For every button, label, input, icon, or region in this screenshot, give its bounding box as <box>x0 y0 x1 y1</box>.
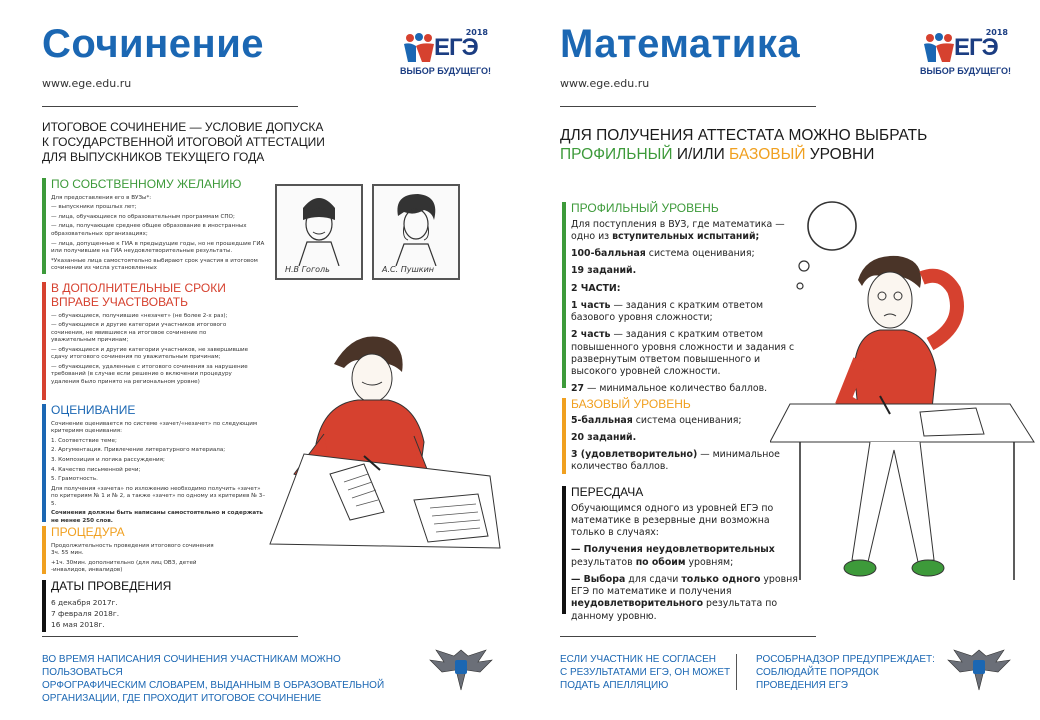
section-heading: ПО СОБСТВЕННОМУ ЖЕЛАНИЮ <box>51 177 242 191</box>
divider <box>560 106 816 107</box>
footer-note: ВО ВРЕМЯ НАПИСАНИЯ СОЧИНЕНИЯ УЧАСТНИКАМ МОЖНО ПОЛЬЗОВАТЬСЯ ОРФОГРАФИЧЕСКИМ СЛОВАРЕМ, ВЫДАННЫМ В ОБРАЗОВАТЕЛЬНОЙ ОРГАНИЗАЦИИ, ГДЕ ПРОХОДИТ ИТОГОВОЕ СОЧИНЕНИЕ <box>42 654 385 704</box>
divider <box>560 636 816 637</box>
section-base-level <box>562 398 798 474</box>
math-page <box>520 0 1040 720</box>
portrait-gogol <box>275 184 363 280</box>
section-body: Продолжительность проведения итогового сочинения 3ч. 55 мин. +1ч. 30мин. дополнительно (для лиц ОВЗ, детей -инвалидов, инвалидов) <box>51 542 214 574</box>
section-procedure <box>42 526 222 574</box>
section-heading: ОЦЕНИВАНИЕ <box>51 403 136 417</box>
portrait-caption: А.С. Пушкин <box>382 265 435 274</box>
pushkin-sketch-icon <box>374 186 458 266</box>
logo-ege-text: ЕГЭ <box>434 34 478 61</box>
section-heading: ПРОЦЕДУРА <box>51 525 125 539</box>
intro-text: ДЛЯ ПОЛУЧЕНИЯ АТТЕСТАТА МОЖНО ВЫБРАТЬ ПРОФИЛЬНЫЙ И/ИЛИ БАЗОВЫЙ УРОВНИ <box>560 127 928 164</box>
intro-text: ИТОГОВОЕ СОЧИНЕНИЕ — УСЛОВИЕ ДОПУСКА К ГОСУДАРСТВЕННОЙ ИТОГОВОЙ АТТЕСТАЦИИ ДЛЯ ВЫПУСКНИКОВ ТЕКУЩЕГО ГОДА <box>42 120 325 164</box>
section-by-desire <box>42 178 266 274</box>
section-heading: В ДОПОЛНИТЕЛЬНЫЕ СРОКИ ВПРАВЕ УЧАСТВОВАТЬ <box>51 281 226 309</box>
site-url[interactable]: www.ege.edu.ru <box>560 77 650 90</box>
dates-list <box>51 597 222 630</box>
section-heading: ПРОФИЛЬНЫЙ УРОВЕНЬ <box>571 201 719 215</box>
logo-slogan: ВЫБОР БУДУЩЕГО! <box>920 66 1011 76</box>
student-thinking-illustration <box>770 200 1036 600</box>
footer-warning-note: РОСОБРНАДЗОР ПРЕДУПРЕЖДАЕТ: СОБЛЮДАЙТЕ ПОРЯДОК ПРОВЕДЕНИЯ ЕГЭ <box>756 654 935 691</box>
ege-logo <box>920 26 1020 82</box>
page-title: Сочинение <box>42 22 265 66</box>
portrait-pushkin <box>372 184 460 280</box>
section-grading <box>42 404 266 522</box>
gogol-sketch-icon <box>277 186 361 266</box>
portrait-caption: Н.В Гоголь <box>285 265 330 274</box>
section-profile-level <box>562 201 798 395</box>
logo-ege-text: ЕГЭ <box>954 34 998 61</box>
ege-logo-icon <box>402 32 436 64</box>
section-body: — обучающиеся, получившие «незачет» (не более 2-х раз); — обучающиеся и другие категории участников итогового сочинения, не явившиеся на итоговое сочинение по уважительным причинам; — обучающиеся и другие категории участников, не завершившие сдачу итогового сочинения по уважительным причинам; — обучающиеся, удаленные с итогового сочинения за нарушение требований (в случае если решение о включении процедуру удаления было принято на региональном уровне) <box>51 312 249 385</box>
section-heading: БАЗОВЫЙ УРОВЕНЬ <box>571 397 691 411</box>
section-body: Для предоставления его в ВУЗы*: — выпускники прошлых лет; — лица, обучающиеся по образовательным программам СПО; — лица, получающие среднее общее образование в иностранных образовательных организациях; — лица, допущенные к ГИА в предыдущие годы, но не прошедшие ГИА или получившие на ГИА неудовлетворительные результаты. *Указанные лица самостоятельно выбирают срок участия в итоговом сочинении из числа установленных <box>51 194 265 272</box>
site-url[interactable]: www.ege.edu.ru <box>42 77 132 90</box>
ege-logo-icon <box>922 32 956 64</box>
logo-slogan: ВЫБОР БУДУЩЕГО! <box>400 66 491 76</box>
section-heading: ПЕРЕСДАЧА <box>571 485 644 499</box>
date-item: 7 февраля 2018г. <box>51 608 120 618</box>
section-dates <box>42 580 222 632</box>
section-retake <box>562 485 798 622</box>
logo-year: 2018 <box>465 28 488 37</box>
student-writing-illustration <box>264 324 504 554</box>
section-heading: ДАТЫ ПРОВЕДЕНИЯ <box>51 579 172 593</box>
section-body: 5-балльная система оценивания; 20 заданий. 3 (удовлетворительно) — минимальное количество баллов. <box>571 414 780 473</box>
date-item: 16 мая 2018г. <box>51 620 105 630</box>
page-title: Математика <box>560 22 801 66</box>
date-item: 6 декабря 2017г. <box>51 597 118 607</box>
divider <box>42 106 298 107</box>
logo-year: 2018 <box>985 28 1008 37</box>
rosobrnadzor-emblem-icon <box>944 646 1014 694</box>
section-body: Для поступления в ВУЗ, где математика — одно из вступительных испытаний; 100-балльная система оценивания; 19 заданий. 2 ЧАСТИ: 1 часть — задания с кратким ответом базового уровня сложности; 2 часть — задания с кратким ответом повышенного уровня сложности и задания с развернутым ответом повышенного и высокого уровней сложности. 27 — минимальное количество баллов. <box>571 218 795 395</box>
section-additional-dates <box>42 282 252 400</box>
divider <box>42 636 298 637</box>
rosobrnadzor-emblem-icon <box>426 646 496 694</box>
footer-appeal-note: ЕСЛИ УЧАСТНИК НЕ СОГЛАСЕН С РЕЗУЛЬТАТАМИ ЕГЭ, ОН МОЖЕТ ПОДАТЬ АПЕЛЛЯЦИЮ <box>560 654 731 691</box>
footer-separator <box>736 654 737 690</box>
section-body: Обучающимся одного из уровней ЕГЭ по математике в резервные дни возможна только в случаях: — Получения неудовлетворительных результатов по обоим уровням; — Выбора для сдачи только одного уровня ЕГЭ по математике и получения неудовлетворительного результата по данному уровню. <box>571 502 798 622</box>
ege-logo <box>400 26 500 82</box>
section-body: Сочинение оценивается по системе «зачет/«незачет» по следующим критериям оценивания: 1. Соответствие теме; 2. Аргументация. Привлечение литературного материала; 3. Композиция и логика рассуждения; 4. Качество письменной речи; 5. Грамотность. Для получения «зачета» по изложению необходимо получить «зачет» по критериям № 1 и № 2, а также «зачет» по одному из критериев № 3–5. Сочинения должны быть написаны самостоятельно и содержать не менее 250 слов. <box>51 420 266 524</box>
